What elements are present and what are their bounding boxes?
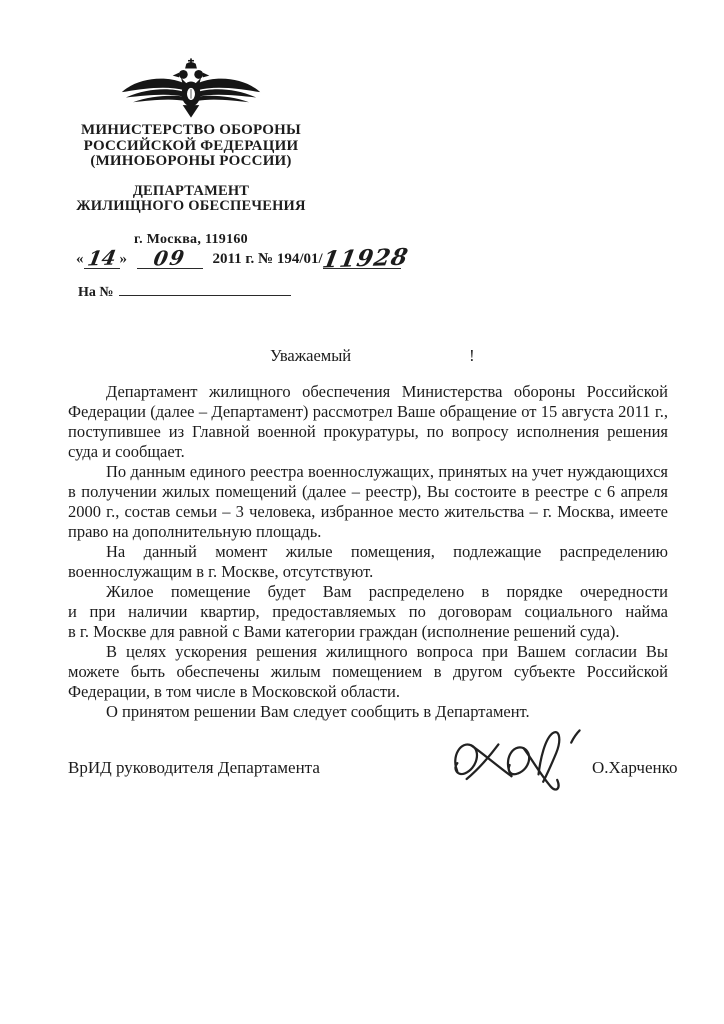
month-slot — [137, 246, 203, 269]
reply-reference-label: На № — [78, 285, 114, 300]
letter-body — [68, 346, 668, 722]
open-guillemet: « — [76, 251, 84, 267]
paragraph — [68, 542, 668, 582]
ministry-name-line: РОССИЙСКОЙ ФЕДЕРАЦИИ — [83, 137, 299, 154]
reply-reference-blank — [119, 282, 291, 296]
paragraph-line: Федерации (далее – Департамент) рассмотрел Ваше обращение от 15 августа 2011 г., — [68, 402, 668, 421]
ministry-name-line: (МИНОБОРОНЫ РОССИИ) — [90, 153, 292, 169]
department-name — [50, 184, 332, 214]
salutation-word: Уважаемый — [270, 346, 352, 365]
paragraph-line: в г. Москве для равной с Вами категории граждан (исполнение решений суда). — [68, 622, 620, 641]
handwritten-month: 09 — [151, 245, 188, 271]
handwritten-signature-icon — [448, 726, 588, 804]
outgoing-number-prefix: 2011 г. № 194/01/ — [212, 251, 323, 267]
signer-name: О.Харченко — [592, 758, 678, 777]
handwritten-number: 11928 — [320, 243, 411, 274]
paragraph-line: На данный момент жилые помещения, подлежащие распределению — [106, 542, 668, 561]
paragraph-line: можете быть обеспечены жилым помещением в другом субъекте Российской — [68, 662, 668, 681]
city-postcode-line: г. Москва, 119160 — [134, 231, 248, 247]
paragraph — [68, 382, 668, 462]
paragraph-line: По данным единого реестра военнослужащих, принятых на учет нуждающихся — [106, 462, 668, 481]
department-name-line: ЖИЛИЩНОГО ОБЕСПЕЧЕНИЯ — [76, 197, 306, 214]
paragraph — [68, 462, 668, 542]
number-slot — [320, 243, 411, 274]
paragraph — [68, 582, 668, 642]
paragraph-line: Жилое помещение будет Вам распределено в порядке очередности — [106, 582, 668, 601]
paragraph-line: право на дополнительную площадь. — [68, 522, 322, 541]
paragraph-line: Департамент жилищного обеспечения Министерства обороны Российской — [106, 382, 668, 401]
letterhead — [50, 58, 332, 248]
paragraph-line: военнослужащим в г. Москве, отсутствуют. — [68, 562, 374, 581]
salutation-line — [68, 346, 668, 366]
handwritten-day: 14 — [85, 245, 118, 271]
double-headed-eagle-icon — [120, 58, 262, 118]
day-slot — [84, 246, 120, 269]
paragraph-line: в получении жилых помещений (далее – реестр), Вы состоите в реестре с 6 апреля — [68, 482, 668, 501]
reply-reference-line — [78, 282, 291, 301]
paragraph-line: суда и сообщает. — [68, 442, 185, 461]
paragraph-line: В целях ускорения решения жилищного вопроса при Вашем согласии Вы — [106, 642, 668, 661]
paragraph-line: 2000 г., состав семьи – 3 человека, избранное место жительства – г. Москва, имеете — [68, 502, 668, 521]
paragraph-line: Федерации, в том числе в Московской области. — [68, 682, 400, 701]
paragraph-line: поступившее из Главной военной прокуратуры, по вопросу исполнения решения — [68, 422, 668, 441]
paragraph — [68, 642, 668, 702]
department-name-line: ДЕПАРТАМЕНТ — [132, 182, 250, 199]
salutation-exclamation: ! — [469, 346, 475, 365]
paragraph — [68, 702, 668, 722]
signer-position-title: ВрИД руководителя Департамента — [68, 758, 320, 777]
ministry-name-line: МИНИСТЕРСТВО ОБОРОНЫ — [81, 122, 301, 138]
close-guillemet: » — [119, 251, 127, 267]
paragraph-line: и при наличии квартир, предоставляемых по договорам социального найма — [68, 602, 668, 621]
paragraph-line: О принятом решении Вам следует сообщить в Департамент. — [106, 702, 530, 721]
outgoing-date-number-line — [76, 243, 411, 274]
